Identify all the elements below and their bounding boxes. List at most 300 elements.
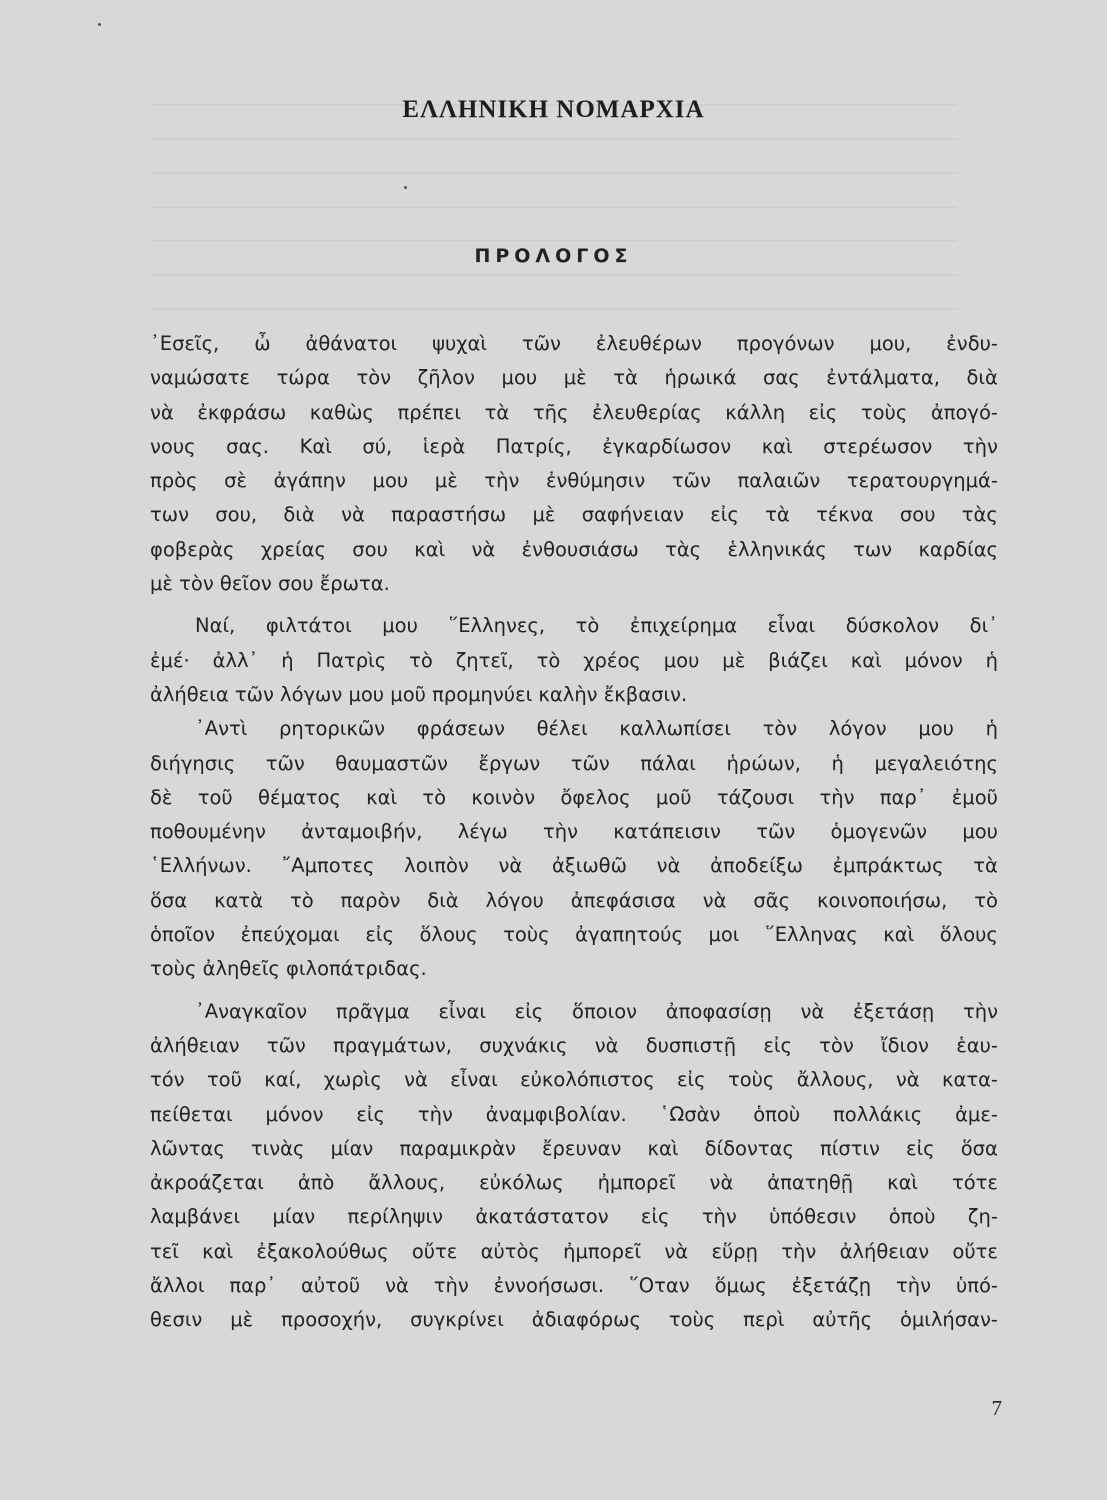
word: νὰ: [385, 1274, 409, 1298]
word: αὐτοῦ: [301, 1274, 361, 1298]
word: ἐνθύμησιν: [545, 469, 646, 493]
word: πολλάκις: [833, 1102, 923, 1126]
word: λοιπὸν: [404, 854, 469, 878]
word: τῶν: [570, 751, 610, 775]
word: ἐνθουσιάσω: [521, 537, 639, 561]
paper-speck: [404, 186, 407, 189]
word: ζητεῖ,: [455, 648, 514, 672]
word: παραστήσω: [391, 503, 507, 527]
word: μὲ: [532, 503, 556, 527]
word: ἄλλους,: [796, 1068, 874, 1092]
word: πάλαι: [640, 751, 696, 775]
word: ἐξετάζῃ: [791, 1274, 872, 1298]
word: θαυμαστῶν: [335, 751, 448, 775]
word: λέγω: [457, 820, 508, 844]
word: μὲ: [563, 366, 587, 390]
word: τὸν: [762, 717, 798, 741]
word: τοὺς: [503, 923, 550, 947]
word: μεγαλειότης: [874, 751, 998, 775]
word: τὴν: [433, 1274, 469, 1298]
word: τὰς: [665, 537, 702, 561]
word: ἐπιχείρημα: [629, 614, 738, 638]
word: ὑπόθεσιν: [769, 1205, 857, 1229]
text-line: [150, 609, 998, 643]
word: τερατουργημά-: [846, 469, 998, 493]
word: τῶν: [756, 820, 796, 844]
word: μου: [382, 614, 418, 638]
word: διὰ: [283, 503, 315, 527]
word: τὰς: [961, 503, 998, 527]
show-through-text: [150, 240, 957, 242]
word: ἐμοῦ: [951, 785, 998, 809]
word: αὐτῆς: [812, 1308, 873, 1332]
word: σᾶς: [753, 888, 791, 912]
word: ἀποφασίσῃ: [665, 999, 772, 1023]
word: ἔργων: [478, 751, 541, 775]
word: ἡ: [831, 751, 844, 775]
text-line: [150, 1063, 998, 1097]
word: τὴν: [417, 1102, 453, 1126]
word: ἡ: [985, 717, 998, 741]
text-line: [150, 396, 998, 430]
word: ὁποὺ: [753, 1102, 801, 1126]
word: θέλει: [536, 717, 588, 741]
word: ᾿Αναγκαῖον: [195, 999, 308, 1023]
word: φράσεων: [416, 717, 505, 741]
text-line: [150, 1029, 998, 1063]
word: εἶναι: [450, 1068, 498, 1092]
text-line: μὲ τὸν θεῖον σου ἔρωτα.: [150, 572, 390, 596]
word: ἐντάλματα,: [826, 366, 940, 390]
word: τὸ: [536, 648, 561, 672]
word: τοῦ: [206, 1068, 242, 1092]
word: νὰ: [341, 503, 365, 527]
text-line: [150, 884, 998, 918]
word: σὲ: [224, 469, 248, 493]
text-line: [150, 327, 998, 361]
word: τὰ: [613, 366, 638, 390]
word: τὸ: [289, 888, 314, 912]
word: τοὺς: [727, 1068, 775, 1092]
word: διὰ: [966, 366, 998, 390]
word: ζη-: [967, 1205, 998, 1229]
word: ἀνταμοιβήν,: [301, 820, 423, 844]
word: νὰ: [150, 400, 174, 424]
word: ἀπογό-: [930, 400, 998, 424]
word: τὸν: [819, 1033, 854, 1057]
word: εὕρῃ: [711, 1239, 758, 1263]
word: ἔρευναν: [542, 1136, 622, 1160]
word: τῆς: [532, 400, 569, 424]
word: ἡ: [985, 648, 998, 672]
word: νὰ: [895, 1068, 920, 1092]
word: εἰς: [710, 503, 739, 527]
text-line: [150, 1132, 998, 1166]
word: μου,: [869, 332, 912, 355]
word: ναμώσατε: [150, 366, 250, 390]
word: περὶ: [743, 1308, 785, 1332]
show-through-text: [150, 172, 957, 174]
word: σου: [352, 537, 388, 561]
word: ὅλους: [419, 923, 478, 947]
word: λόγου: [485, 888, 544, 912]
text-line: [150, 464, 998, 498]
word: καὶ: [202, 1239, 234, 1263]
word: φιλτάτοι: [265, 614, 352, 638]
word: νὰ: [702, 888, 727, 912]
word: λῶντας: [150, 1136, 225, 1160]
word: ὅποιον: [572, 999, 638, 1023]
word: νους: [150, 434, 196, 458]
show-through-text: [150, 206, 957, 208]
word: ἱερὰ: [422, 434, 466, 458]
word: τὸ: [575, 614, 600, 638]
word: ἡρώων,: [726, 751, 801, 775]
word: θεσιν: [150, 1308, 203, 1332]
word: ἀκατάστατον: [475, 1205, 609, 1229]
word: τὸ: [422, 785, 447, 809]
word: ῞Ελληνας: [764, 923, 858, 947]
word: ζῆλον: [417, 366, 475, 390]
word: παρὸν: [340, 888, 401, 912]
word: ἴδιον: [880, 1033, 929, 1057]
word: ῾Ωσὰν: [659, 1102, 721, 1126]
paragraph: [150, 712, 998, 986]
word: ὁμογενῶν: [830, 820, 928, 844]
word: σας: [763, 366, 800, 390]
word: καὶ: [414, 537, 446, 561]
word: σαφήνειαν: [581, 503, 684, 527]
text-line: [150, 918, 998, 952]
word: ἀδιαφόρως: [531, 1308, 641, 1332]
show-through-text: [150, 138, 957, 140]
word: ἄλλους,: [368, 1171, 446, 1195]
word: ὑπό-: [955, 1274, 998, 1298]
word: ποθουμένην: [150, 820, 266, 844]
word: μοῦ: [655, 785, 692, 809]
word: χωρὶς: [323, 1068, 382, 1092]
word: τοὺς: [668, 1308, 716, 1332]
word: τῶν: [266, 1033, 306, 1057]
word: πραγμάτων,: [333, 1033, 452, 1057]
word: θέματος: [258, 785, 341, 809]
word: Καὶ: [299, 434, 332, 458]
word: ἑλληνικάς: [727, 537, 827, 561]
word: ἐκφράσω: [197, 400, 287, 424]
word: λόγον: [828, 717, 887, 741]
word: τὴν: [542, 820, 578, 844]
word: τῶν: [671, 469, 711, 493]
word: τὸν: [356, 366, 392, 390]
word: τῶν: [521, 332, 561, 355]
word: συχνάκις: [479, 1033, 568, 1057]
word: νὰ: [471, 537, 496, 561]
word: τεῖ: [150, 1239, 179, 1263]
word: νὰ: [664, 1239, 689, 1263]
word: προγόνων: [736, 332, 835, 355]
word: ἠμπορεῖ: [563, 1239, 642, 1263]
word: δίδοντας: [704, 1136, 794, 1160]
word: εἰς: [808, 400, 838, 424]
text-line: [150, 1235, 998, 1269]
word: ἐννοήσωσι.: [493, 1274, 605, 1298]
word: ὅσα: [960, 1136, 998, 1160]
paragraph-gap: [150, 987, 998, 995]
word: μοι: [708, 923, 740, 947]
word: τὰ: [973, 854, 998, 878]
word: εἰς: [356, 1102, 385, 1126]
word: πείθεται: [150, 1102, 233, 1126]
paragraph: [150, 995, 998, 1338]
text-line: [150, 712, 998, 746]
word: τὴν: [963, 999, 998, 1023]
word: ἀξιωθῶ: [552, 854, 627, 878]
word: τὴν: [484, 469, 520, 493]
word: νὰ: [594, 1033, 619, 1057]
word: Πατρίς,: [495, 434, 572, 458]
word: διήγησις: [150, 751, 236, 775]
word: πρὸς: [150, 469, 198, 493]
word: τὰ: [765, 503, 790, 527]
word: ἡ: [281, 648, 294, 672]
word: ῾Ελλήνων.: [150, 854, 252, 878]
word: τὴν: [962, 434, 998, 458]
paper-speck: [98, 23, 101, 26]
word: ἄλλοι: [150, 1274, 205, 1298]
word: ἐξετάσῃ: [852, 999, 935, 1023]
word: καρδίας: [918, 537, 998, 561]
text-line: [150, 747, 998, 781]
word: Ναί,: [195, 614, 236, 638]
word: μου: [962, 820, 998, 844]
word: τῶν: [265, 751, 305, 775]
word: εἰς: [365, 923, 394, 947]
word: εἶναι: [438, 999, 486, 1023]
word: τὴν: [701, 1205, 737, 1229]
text-line: τοὺς ἀληθεῖς φιλοπάτριδας.: [150, 957, 427, 981]
word: κατάπεισιν: [613, 820, 721, 844]
word: ρητορικῶν: [278, 717, 386, 741]
word: ψυχαὶ: [432, 332, 487, 355]
word: διὰ: [427, 888, 459, 912]
word: σου: [899, 503, 936, 527]
word: των: [150, 503, 189, 527]
word: τότε: [952, 1171, 998, 1195]
word: προσοχήν,: [281, 1308, 383, 1332]
word: μὲ: [434, 469, 458, 493]
word: εἰς: [763, 1033, 792, 1057]
word: κάλλη: [725, 400, 786, 424]
word: σας.: [226, 434, 269, 458]
word: καὶ: [850, 648, 882, 672]
word: νὰ: [498, 854, 523, 878]
word: κοινοποιήσω,: [816, 888, 948, 912]
text-line: [150, 1303, 998, 1337]
word: παραμικρὰν: [399, 1136, 516, 1160]
word: οὔτε: [952, 1239, 998, 1263]
word: ἑαυ-: [956, 1033, 998, 1057]
word: ἐλευθέρων: [595, 332, 702, 355]
word: ἐπεύχομαι: [240, 923, 340, 947]
text-line: [150, 1166, 998, 1200]
word: τέκνα: [816, 503, 874, 527]
paragraph: [150, 609, 998, 712]
word: ἀπὸ: [297, 1171, 335, 1195]
word: εἰς: [677, 1068, 706, 1092]
word: ᾿Εσεῖς,: [150, 332, 220, 355]
word: δύσκολον: [845, 614, 940, 638]
word: καὶ: [761, 434, 793, 458]
word: ἀναμφιβολίαν.: [485, 1102, 627, 1126]
word: ἐλευθερίας: [592, 400, 702, 424]
word: σου,: [215, 503, 258, 527]
show-through-text: [150, 274, 957, 276]
word: κοινὸν: [471, 785, 536, 809]
word: νὰ: [656, 854, 681, 878]
word: ἀλήθειαν: [839, 1239, 930, 1263]
word: τινὰς: [250, 1136, 305, 1160]
word: ὦ: [254, 332, 271, 355]
text-line: [150, 815, 998, 849]
word: ἀμε-: [955, 1102, 998, 1126]
body-text: [150, 327, 998, 1338]
word: καλλωπίσει: [619, 717, 731, 741]
word: καὶ: [887, 1171, 919, 1195]
word: βιάζει: [768, 648, 828, 672]
word: των: [853, 537, 893, 561]
word: ὁποῖον: [150, 923, 216, 947]
word: τοὺς: [860, 400, 908, 424]
text-line: [150, 361, 998, 395]
word: τὸ: [409, 648, 433, 672]
word: ἀλήθειαν: [150, 1033, 240, 1057]
word: ὅσα: [150, 888, 188, 912]
word: καὶ: [366, 785, 398, 809]
text-line: [150, 644, 998, 678]
word: ὅμως: [714, 1274, 767, 1298]
text-line: [150, 430, 998, 464]
word: ἀποδείξω: [710, 854, 803, 878]
word: περίληψιν: [347, 1205, 444, 1229]
word: στερέωσον: [823, 434, 933, 458]
word: ἀπατηθῇ: [767, 1171, 854, 1195]
page-number: 7: [991, 1396, 1002, 1420]
word: ῎Αμποτες: [281, 854, 375, 878]
word: εἰς: [514, 999, 544, 1023]
word: νὰ: [404, 1068, 428, 1092]
word: σύ,: [362, 434, 393, 458]
word: ἐξακολούθως: [256, 1239, 389, 1263]
word: ὄφελος: [560, 785, 631, 809]
word: καί,: [264, 1068, 302, 1092]
word: καθὼς: [309, 400, 374, 424]
word: ἀγάπην: [273, 469, 346, 493]
text-line: [150, 781, 998, 815]
word: ἀλλ᾿: [212, 648, 259, 672]
word: οὔτε: [411, 1239, 458, 1263]
text-line: [150, 1269, 998, 1303]
word: κατα-: [941, 1068, 998, 1092]
word: ἀθάνατοι: [305, 332, 398, 355]
word: ὁποὺ: [888, 1205, 936, 1229]
word: πρᾶγμα: [335, 999, 410, 1023]
text-line: [150, 1098, 998, 1132]
word: ἀπεφάσισα: [570, 888, 676, 912]
word: λαμβάνει: [150, 1205, 241, 1229]
word: μου: [663, 648, 700, 672]
text-line: [150, 849, 998, 883]
word: αὐτὸς: [480, 1239, 540, 1263]
word: εἶναι: [767, 614, 816, 638]
word: ἡρωικά: [664, 366, 737, 390]
word: πίστιν: [820, 1136, 880, 1160]
word: ὁμιλήσαν-: [899, 1308, 998, 1332]
word: ἀκροάζεται: [150, 1171, 264, 1195]
word: Πατρὶς: [316, 648, 387, 672]
word: μου: [501, 366, 538, 390]
book-title: ΕΛΛΗΝΙΚΗ ΝΟΜΑΡΧΙΑ: [402, 96, 705, 123]
paragraph: [150, 327, 998, 601]
word: μου: [918, 717, 954, 741]
word: μίαν: [330, 1136, 374, 1160]
word: καὶ: [647, 1136, 679, 1160]
word: μὲ: [722, 648, 746, 672]
word: ἐνδυ-: [946, 332, 998, 355]
word: παλαιῶν: [737, 469, 821, 493]
word: ῞Οταν: [629, 1274, 690, 1298]
word: ἐγκαρδίωσον: [602, 434, 732, 458]
text-line: [150, 1200, 998, 1234]
word: χρέος: [583, 648, 641, 672]
word: τὰ: [484, 400, 510, 424]
word: δι᾿: [969, 614, 998, 638]
word: ᾿Αντὶ: [195, 717, 248, 741]
word: μὲ: [230, 1308, 254, 1332]
word: εἰς: [640, 1205, 670, 1229]
word: νὰ: [709, 1171, 734, 1195]
word: ἐμέ·: [150, 648, 190, 672]
word: καὶ: [883, 923, 915, 947]
text-line: [150, 995, 998, 1029]
word: ἀγαπητούς: [575, 923, 683, 947]
show-through-text: [150, 308, 957, 310]
word: χρείας: [260, 537, 326, 561]
word: ἠμπορεῖ: [597, 1171, 676, 1195]
word: κατὰ: [214, 888, 264, 912]
word: ὅλους: [939, 923, 998, 947]
paragraph-gap: [150, 601, 998, 609]
word: ῞Ελληνες,: [448, 614, 546, 638]
word: μίαν: [272, 1205, 316, 1229]
word: τὴν: [896, 1274, 932, 1298]
word: εἰς: [906, 1136, 935, 1160]
word: πρέπει: [397, 400, 462, 424]
word: μόνον: [904, 648, 963, 672]
text-line: ἀλήθεια τῶν λόγων μου μοῦ προμηνύει καλὴν ἔκβασιν.: [150, 682, 688, 706]
word: τάζουσι: [716, 785, 795, 809]
word: δὲ: [150, 785, 173, 809]
section-heading: ΠΡΟΛΟΓΟΣ: [474, 245, 633, 267]
word: τὴν: [819, 785, 855, 809]
word: μου: [372, 469, 409, 493]
text-line: [150, 498, 998, 532]
word: τὸ: [974, 888, 998, 912]
word: τώρα: [276, 366, 330, 390]
word: φοβερὰς: [150, 537, 235, 561]
word: ἐμπράκτως: [832, 854, 944, 878]
word: εὐκολόπιστος: [520, 1068, 655, 1092]
word: τόν: [150, 1068, 185, 1092]
